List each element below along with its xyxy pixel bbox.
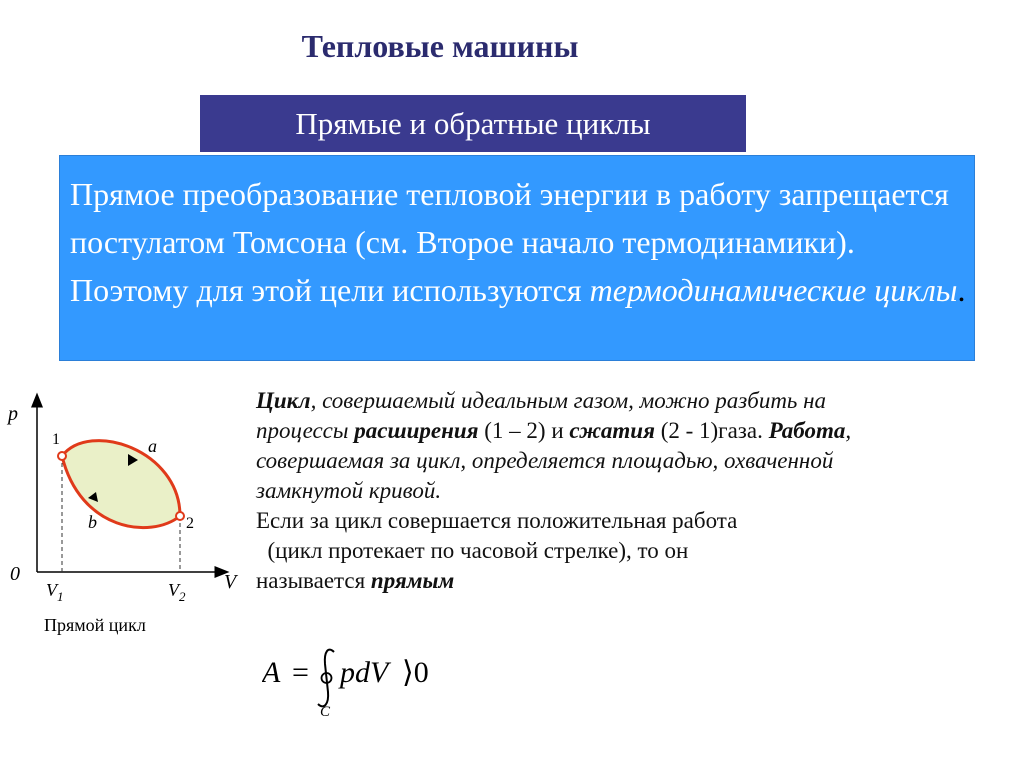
text-line-4: замкнутой кривой. <box>256 478 442 503</box>
point-2-label: 2 <box>186 515 194 532</box>
text-line-2 <box>256 416 1016 446</box>
formula-integrand: pdV <box>340 656 389 689</box>
subtitle-banner: Прямые и обратные циклы <box>200 95 746 152</box>
slide-title: Тепловые машины <box>301 28 579 64</box>
point-1-label: 1 <box>52 431 60 448</box>
formula-relation: ⟩0 <box>402 656 429 689</box>
formula-lhs: A <box>262 656 281 689</box>
text-processes: процессы <box>256 418 355 443</box>
statement-main: Прямое преобразование тепловой энергии в работу запрещается постулатом Томсона (см. Второе начало термодинамики). Поэтому для этой цели используются <box>70 176 949 308</box>
statement-text <box>60 156 974 314</box>
text-range-1: (1 – 2) и <box>478 418 570 443</box>
path-a-label: a <box>148 436 157 456</box>
term-expansion: расширения <box>354 418 479 443</box>
v2-label <box>168 580 186 604</box>
text-line-1-rest: , совершаемый идеальным газом, можно разбить на <box>310 388 827 413</box>
term-compression: сжатия <box>569 418 655 443</box>
v1-subscript: 1 <box>57 589 64 604</box>
x-axis-label: V <box>224 571 237 593</box>
point-1-marker <box>58 452 66 460</box>
cycle-curve <box>62 441 180 528</box>
text-line-1 <box>256 386 1016 416</box>
point-2-marker <box>176 512 184 520</box>
statement-box <box>60 156 974 360</box>
graph-caption: Прямой цикл <box>44 615 146 635</box>
text-range-2: (2 - 1)газа. <box>654 418 769 443</box>
text-line-5: Если за цикл совершается положительная работа <box>256 508 738 533</box>
work-formula <box>262 640 462 720</box>
term-direct: прямым <box>370 568 455 593</box>
text-called: называется <box>256 568 371 593</box>
path-b-label: b <box>88 512 97 532</box>
term-cycle: Цикл <box>256 388 311 413</box>
text-line-3: совершаемая за цикл, определяется площадью, охваченной <box>256 448 834 473</box>
term-work: Работа <box>768 418 846 443</box>
cycle-description <box>256 386 1016 596</box>
text-line-6: (цикл протекает по часовой стрелке), то он <box>256 538 689 563</box>
v2-symbol: V <box>168 580 179 600</box>
text-comma: , <box>845 418 852 443</box>
text-line-7 <box>256 566 1016 596</box>
origin-label: 0 <box>10 563 20 585</box>
v1-symbol: V <box>46 580 57 600</box>
formula-equals: = <box>292 656 309 689</box>
pv-diagram <box>0 380 250 660</box>
y-axis-label: p <box>8 403 18 425</box>
statement-end: . <box>957 272 966 308</box>
formula-contour: C <box>320 704 331 720</box>
v1-label <box>46 580 64 604</box>
statement-italic: термодинамические циклы <box>589 272 958 308</box>
v2-subscript: 2 <box>179 589 186 604</box>
